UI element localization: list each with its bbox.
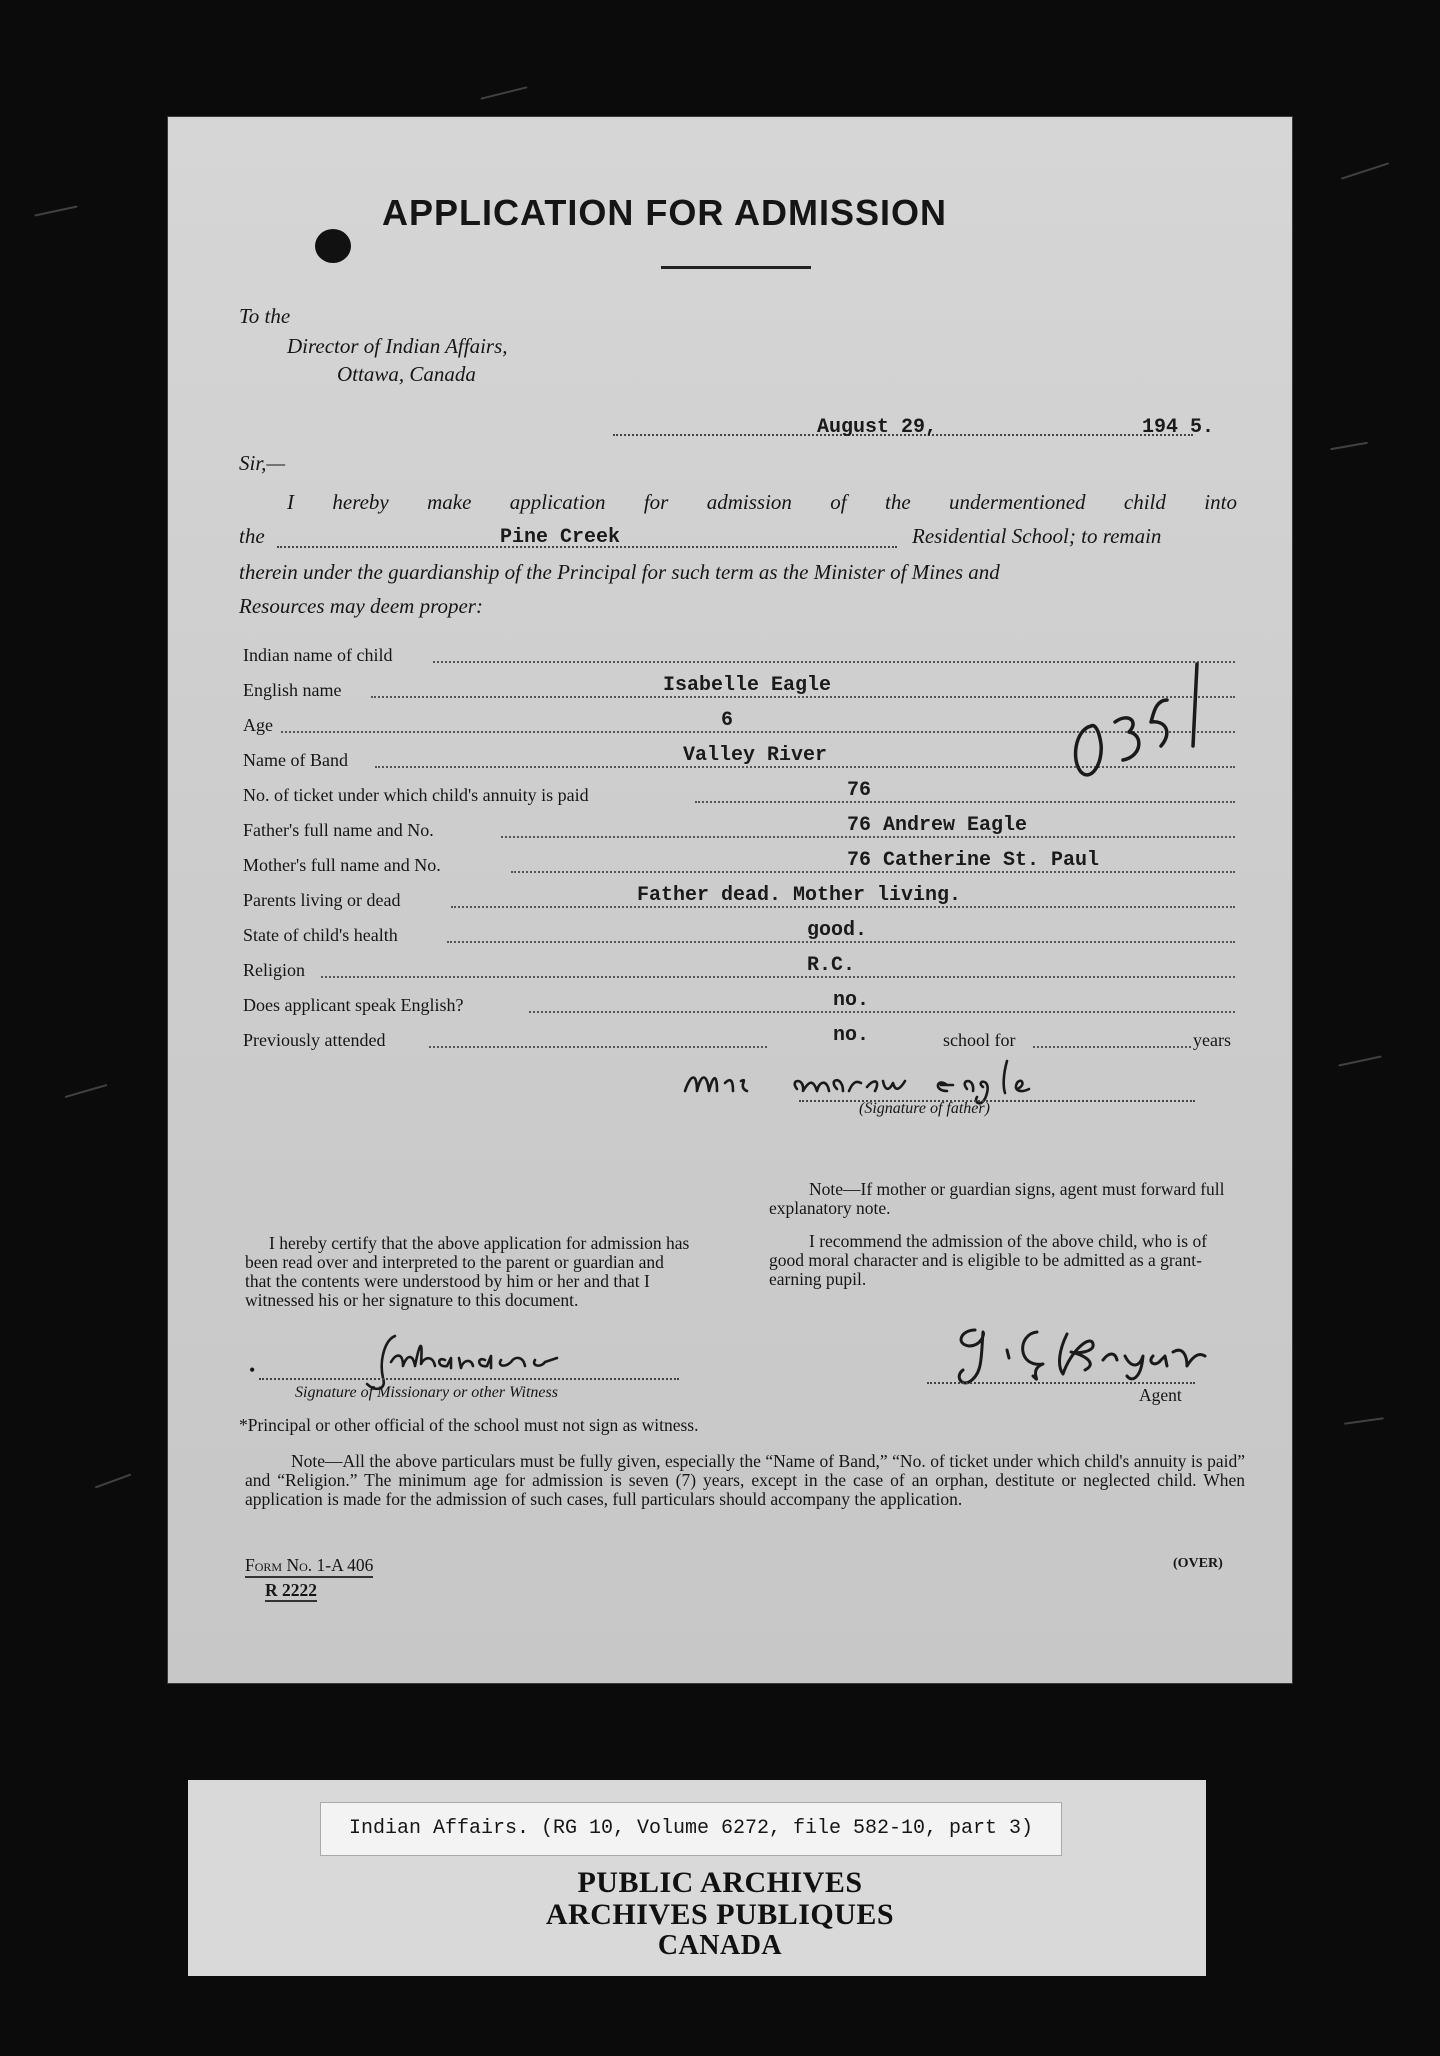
archive-reference: Indian Affairs. (RG 10, Volume 6272, file 582-10, part 3) [320,1802,1062,1856]
field-label: Indian name of child [243,645,393,665]
field-dots [529,1011,1235,1013]
witness-caption: Signature of Missionary or other Witness [295,1384,558,1401]
addressee-line-2: Director of Indian Affairs, [287,334,508,358]
form-title: APPLICATION FOR ADMISSION [382,192,947,233]
intro-line-4: Resources may deem proper: [239,594,483,618]
field-label: Previously attended [243,1030,386,1050]
intro-word: application [509,490,606,514]
intro-word: the [885,490,911,514]
field-label: Name of Band [243,750,348,770]
witness-bullet: • [249,1360,256,1380]
field-value: 76 Catherine St. Paul [847,849,1100,872]
field-value: good. [807,919,868,942]
archive-line-1: PUBLIC ARCHIVES [577,1866,863,1899]
field-label: Mother's full name and No. [243,855,441,875]
field-dots [321,976,1235,978]
intro-word: child [1123,490,1166,514]
intro-word: hereby [332,490,389,514]
field-value: Father dead. Mother living. [637,884,962,907]
date-value: August 29, [817,416,938,439]
signature-line [799,1100,1195,1102]
intro-line-2-suffix: Residential School; to remain [912,524,1162,548]
film-scratch [1344,1417,1384,1425]
film-scratch [65,1084,108,1098]
over-label: (OVER) [1173,1556,1223,1571]
field-row-parents [243,885,1235,911]
field-value: 76 [847,779,872,802]
field-label: English name [243,680,342,700]
field-label: Age [243,715,273,735]
intro-word: for [643,490,669,514]
field-row-english [243,990,1235,1016]
field-label: Father's full name and No. [243,820,434,840]
field-value: 76 Andrew Eagle [847,814,1028,837]
field-value: no. [833,989,870,1012]
intro-word: admission [706,490,792,514]
agent-caption: Agent [1139,1385,1182,1405]
field-label: Religion [243,960,305,980]
field-value: R.C. [807,954,856,977]
form-number: Form No. 1-A 406 [245,1556,373,1578]
film-scratch [1330,442,1368,451]
year-value: 5. [1190,416,1215,439]
years-label: years [1193,1030,1231,1050]
field-label: Parents living or dead [243,890,401,910]
archive-line-2: ARCHIVES PUBLIQUES [545,1898,895,1931]
field-dots [429,1046,767,1048]
film-scratch [1341,162,1389,179]
intro-line-2-prefix: the [239,524,265,548]
field-row-religion [243,955,1235,981]
principal-footnote: *Principal or other official of the school must not sign as witness. [239,1415,699,1435]
field-label: State of child's health [243,925,398,945]
film-scratch [95,1474,131,1489]
intro-word: into [1204,490,1237,514]
agent-signature [947,1316,1207,1396]
archive-line-3: CANADA [657,1930,783,1961]
school-for-label: school for [943,1030,1016,1050]
form-code: R 2222 [265,1580,318,1600]
bottom-note: Note—All the above particulars must be fully given, especially the “Name of Band,” “No. of ticket under which child's annuity is paid” and “Religion.” The minimum age for admission is seven (7) years, except in the case of an orphan, destitute or neglected child. When application is made for the admission of such cases, full particulars should accompany the application. [245,1451,1245,1509]
handwritten-file-number [1057,656,1227,786]
addressee-line-3: Ottawa, Canada [337,362,476,386]
field-label: No. of ticket under which child's annuity is paid [243,785,589,805]
certify-text: I hereby certify that the above application for admission has been read over and interpreted to the parent or guardian and that the contents were understood by him or her and that I witnessed his or her signature to this document. [245,1233,690,1310]
field-label: Does applicant speak English? [243,995,464,1015]
salutation: Sir,— [239,451,286,475]
admission-form-sheet [167,116,1293,1684]
film-scratch [480,86,527,100]
intro-word: I [287,490,294,514]
intro-word: make [427,490,472,514]
field-value: Isabelle Eagle [663,674,832,697]
title-rule [661,266,811,269]
signature-caption: (Signature of father) [859,1100,990,1117]
field-row-health [243,920,1235,946]
year-prefix: 194 [1142,416,1179,439]
addressee-line-1: To the [239,304,291,328]
film-scratch [1338,1055,1381,1066]
agent-line [927,1382,1195,1384]
field-value: Valley River [683,744,828,767]
punch-hole [315,229,351,263]
field-value: no. [833,1024,870,1047]
field-dots [695,801,1235,803]
intro-word: undermentioned [949,490,1086,514]
field-row-father [243,815,1235,841]
intro-line-1 [287,484,1237,520]
school-value: Pine Creek [500,526,621,549]
film-scratch [34,205,77,216]
intro-line-3: therein under the guardianship of the Principal for such term as the Minister of Mines and [239,560,1000,584]
field-value: 6 [721,709,734,732]
recommend-text: I recommend the admission of the above child, who is of good moral character and is eligible to be admitted as a grant-earning pupil. [769,1231,1208,1289]
witness-line [259,1378,679,1380]
guardian-note: Note—If mother or guardian signs, agent must forward full explanatory note. [769,1179,1225,1218]
field-dots [1033,1046,1191,1048]
field-row-previously-attended [243,1025,1235,1051]
field-row-mother [243,850,1235,876]
intro-word: of [830,490,847,514]
